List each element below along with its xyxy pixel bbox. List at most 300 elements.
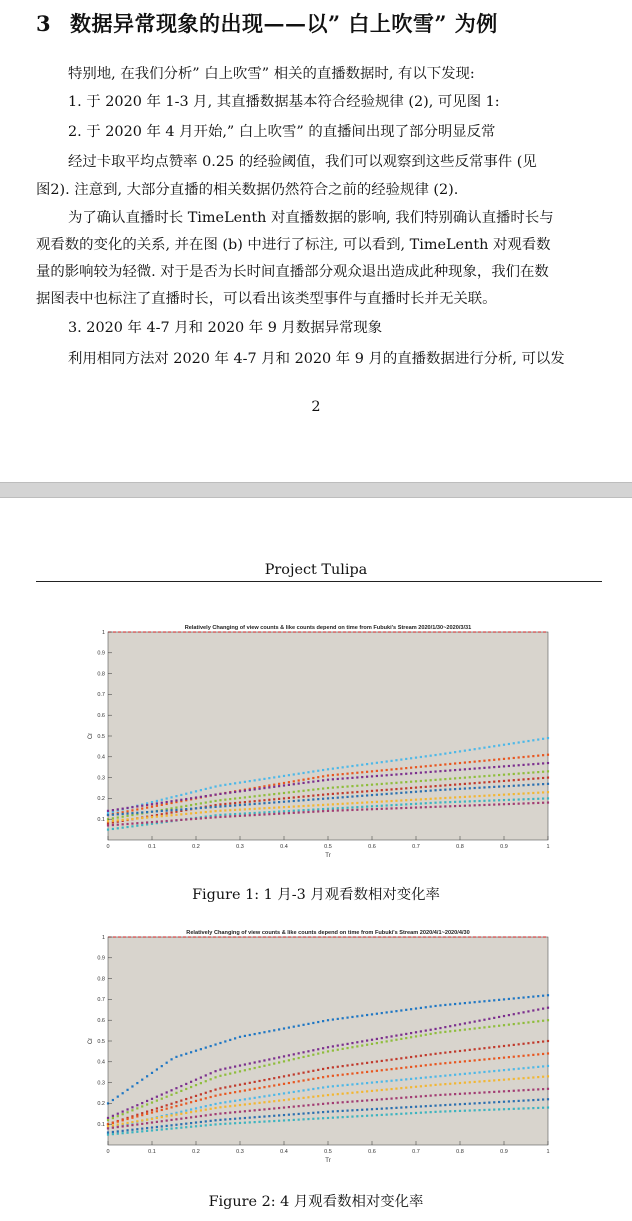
data-point [522, 772, 524, 774]
data-point [405, 1078, 407, 1080]
data-point [205, 817, 207, 819]
data-point [459, 1103, 461, 1105]
data-point [317, 780, 319, 782]
data-point [273, 1120, 275, 1122]
data-point [547, 770, 549, 772]
data-point [503, 785, 505, 787]
data-point [312, 781, 314, 783]
data-point [126, 1122, 128, 1124]
y-axis-label: Cr [88, 732, 94, 740]
data-point [400, 1034, 402, 1036]
data-point [146, 807, 148, 809]
data-point [381, 769, 383, 771]
section-title: 数据异常现象的出现——以” 白上吹雪” 为例 [70, 11, 498, 36]
data-point [131, 818, 133, 820]
data-point [547, 1106, 549, 1108]
data-point [312, 1022, 314, 1024]
data-point [293, 773, 295, 775]
data-point [214, 785, 216, 787]
data-point [249, 1034, 251, 1036]
data-point [332, 768, 334, 770]
data-point [107, 820, 109, 822]
data-point [444, 1110, 446, 1112]
data-point [180, 1104, 182, 1106]
data-point [146, 1111, 148, 1113]
data-point [180, 1127, 182, 1129]
data-point [122, 1132, 124, 1134]
data-point [307, 1071, 309, 1073]
data-point [478, 767, 480, 769]
data-point [307, 1055, 309, 1057]
data-point [381, 1081, 383, 1083]
data-point [254, 1121, 256, 1123]
data-point [474, 787, 476, 789]
data-point [474, 1027, 476, 1029]
data-point [302, 1105, 304, 1107]
data-point [464, 768, 466, 770]
data-point [513, 1056, 515, 1058]
data-point [420, 1105, 422, 1107]
data-point [522, 778, 524, 780]
data-point [518, 741, 520, 743]
data-point [454, 784, 456, 786]
data-point [224, 1086, 226, 1088]
data-point [351, 1092, 353, 1094]
data-point [371, 1099, 373, 1101]
data-point [488, 1058, 490, 1060]
data-point [151, 1101, 153, 1103]
data-point [278, 1107, 280, 1109]
data-point [361, 1071, 363, 1073]
data-point [542, 1040, 544, 1042]
data-point [522, 1043, 524, 1045]
data-point [136, 825, 138, 827]
data-point [302, 779, 304, 781]
data-point [112, 824, 114, 826]
data-point [371, 1082, 373, 1084]
data-point [513, 1023, 515, 1025]
data-point [234, 1065, 236, 1067]
data-point [146, 1100, 148, 1102]
data-point [493, 1091, 495, 1093]
data-point [112, 828, 114, 830]
data-point [190, 804, 192, 806]
data-point [459, 762, 461, 764]
data-point [151, 1072, 153, 1074]
data-point [346, 1092, 348, 1094]
data-point [283, 1106, 285, 1108]
data-point [547, 1075, 549, 1077]
data-point [307, 811, 309, 813]
data-point [405, 773, 407, 775]
data-point [434, 797, 436, 799]
running-head: Project Tulipa [264, 562, 368, 578]
data-point [229, 815, 231, 817]
data-point [346, 1047, 348, 1049]
data-point [449, 1051, 451, 1053]
data-point [156, 810, 158, 812]
data-point [298, 1105, 300, 1107]
data-point [288, 1092, 290, 1094]
data-point [239, 1099, 241, 1101]
data-point [478, 1109, 480, 1111]
data-point [386, 793, 388, 795]
data-point [195, 807, 197, 809]
data-point [459, 777, 461, 779]
data-point [229, 1122, 231, 1124]
data-point [464, 777, 466, 779]
data-point [249, 1089, 251, 1091]
data-point [234, 1071, 236, 1073]
data-point [493, 781, 495, 783]
data-point [420, 1077, 422, 1079]
data-point [122, 1119, 124, 1121]
data-point [444, 784, 446, 786]
data-point [405, 799, 407, 801]
data-point [268, 1064, 270, 1066]
data-point [195, 1121, 197, 1123]
data-point [219, 816, 221, 818]
data-point [224, 1040, 226, 1042]
data-point [278, 785, 280, 787]
data-point [381, 1041, 383, 1043]
data-point [444, 1104, 446, 1106]
data-point [342, 803, 344, 805]
data-point [195, 812, 197, 814]
data-point [219, 810, 221, 812]
data-point [400, 807, 402, 809]
data-point [464, 783, 466, 785]
data-point [293, 1026, 295, 1028]
data-point [229, 792, 231, 794]
data-point [205, 788, 207, 790]
data-point [518, 1068, 520, 1070]
data-point [532, 1066, 534, 1068]
data-point [493, 794, 495, 796]
data-point [185, 793, 187, 795]
data-point [439, 770, 441, 772]
data-point [400, 799, 402, 801]
data-point [229, 1100, 231, 1102]
data-point [117, 1130, 119, 1132]
data-point [420, 766, 422, 768]
data-point [210, 1078, 212, 1080]
data-point [513, 799, 515, 801]
data-point [146, 1127, 148, 1129]
data-point [478, 775, 480, 777]
data-point [547, 754, 549, 756]
data-point [131, 809, 133, 811]
data-point [156, 821, 158, 823]
data-point [156, 1126, 158, 1128]
data-point [122, 1092, 124, 1094]
data-point [117, 1115, 119, 1117]
data-point [210, 806, 212, 808]
data-point [390, 1035, 392, 1037]
data-point [219, 1069, 221, 1071]
data-point [107, 814, 109, 816]
data-point [395, 1113, 397, 1115]
paragraph-line: 观看数的变化的关系, 并在图 (b) 中进行了标注, 可以看到, TimeLenth 对观看数 [36, 237, 551, 253]
data-point [513, 1013, 515, 1015]
data-point [312, 1096, 314, 1098]
data-point [195, 1084, 197, 1086]
data-point [312, 1112, 314, 1114]
data-point [249, 1117, 251, 1119]
data-point [112, 1099, 114, 1101]
data-point [283, 806, 285, 808]
data-point [498, 794, 500, 796]
data-point [317, 1087, 319, 1089]
data-point [151, 1098, 153, 1100]
data-point [117, 816, 119, 818]
data-point [180, 806, 182, 808]
data-point [180, 808, 182, 810]
data-point [430, 779, 432, 781]
data-point [361, 771, 363, 773]
data-point [498, 799, 500, 801]
data-point [356, 776, 358, 778]
data-point [166, 1115, 168, 1117]
data-point [117, 1133, 119, 1135]
data-point [356, 1041, 358, 1043]
data-point [288, 806, 290, 808]
data-point [420, 802, 422, 804]
data-point [366, 771, 368, 773]
data-point [376, 801, 378, 803]
data-point [518, 1055, 520, 1057]
data-point [547, 783, 549, 785]
data-point [136, 1128, 138, 1130]
data-point [146, 1075, 148, 1077]
data-point [302, 1097, 304, 1099]
data-point [332, 793, 334, 795]
data-point [420, 1055, 422, 1057]
data-point [161, 1116, 163, 1118]
data-point [488, 766, 490, 768]
data-point [381, 1098, 383, 1100]
data-point [126, 818, 128, 820]
data-point [136, 1115, 138, 1117]
data-point [464, 800, 466, 802]
data-point [258, 807, 260, 809]
data-point [351, 1100, 353, 1102]
paragraph-line: 3. 2020 年 4-7 月和 2020 年 9 月数据异常现象 [68, 320, 383, 336]
data-point [351, 772, 353, 774]
data-point [293, 800, 295, 802]
data-point [464, 1049, 466, 1051]
data-point [430, 1006, 432, 1008]
data-point [258, 800, 260, 802]
data-point [478, 747, 480, 749]
data-point [498, 1069, 500, 1071]
data-point [136, 812, 138, 814]
data-point [263, 1095, 265, 1097]
data-point [141, 805, 143, 807]
data-point [439, 801, 441, 803]
data-point [131, 822, 133, 824]
data-point [390, 1107, 392, 1109]
header-rule [36, 581, 602, 582]
data-point [371, 1090, 373, 1092]
data-point [195, 796, 197, 798]
data-point [410, 1086, 412, 1088]
data-point [258, 779, 260, 781]
data-point [508, 1069, 510, 1071]
data-point [327, 1019, 329, 1021]
data-point [425, 1095, 427, 1097]
data-point [244, 814, 246, 816]
data-point [508, 765, 510, 767]
data-point [170, 796, 172, 798]
data-point [410, 781, 412, 783]
data-point [376, 1089, 378, 1091]
data-point [532, 1042, 534, 1044]
data-point [464, 805, 466, 807]
data-point [483, 767, 485, 769]
data-point [371, 808, 373, 810]
data-point [513, 765, 515, 767]
data-point [518, 1089, 520, 1091]
data-point [161, 1109, 163, 1111]
data-point [346, 785, 348, 787]
data-point [542, 754, 544, 756]
data-point [527, 1089, 529, 1091]
data-point [298, 790, 300, 792]
data-point [361, 1082, 363, 1084]
data-point [376, 1108, 378, 1110]
data-point [434, 1084, 436, 1086]
data-point [131, 1085, 133, 1087]
data-point [390, 1011, 392, 1013]
data-point [469, 1049, 471, 1051]
data-point [293, 1081, 295, 1083]
data-point [342, 1065, 344, 1067]
data-point [180, 1113, 182, 1115]
data-point [337, 797, 339, 799]
data-point [439, 785, 441, 787]
data-point [298, 779, 300, 781]
data-point [156, 1121, 158, 1123]
data-point [234, 1105, 236, 1107]
data-point [400, 773, 402, 775]
data-point [283, 797, 285, 799]
data-point [395, 759, 397, 761]
data-point [112, 1131, 114, 1133]
data-point [527, 798, 529, 800]
data-point [175, 1124, 177, 1126]
data-point [327, 779, 329, 781]
data-point [430, 771, 432, 773]
data-point [332, 803, 334, 805]
data-point [346, 777, 348, 779]
data-point [327, 1075, 329, 1077]
data-point [224, 1106, 226, 1108]
data-point [542, 783, 544, 785]
data-point [283, 1092, 285, 1094]
data-point [542, 1008, 544, 1010]
data-point [464, 1002, 466, 1004]
data-point [307, 1096, 309, 1098]
data-point [254, 1088, 256, 1090]
data-point [205, 1124, 207, 1126]
data-point [244, 1089, 246, 1091]
x-tick-label: 0.6 [368, 1149, 376, 1155]
data-point [307, 1079, 309, 1081]
data-point [449, 1030, 451, 1032]
data-point [351, 777, 353, 779]
data-point [312, 1078, 314, 1080]
data-point [381, 805, 383, 807]
data-point [258, 1060, 260, 1062]
data-point [283, 1099, 285, 1101]
data-point [537, 1008, 539, 1010]
data-point [483, 781, 485, 783]
data-point [444, 1004, 446, 1006]
data-point [449, 1062, 451, 1064]
data-point [219, 1106, 221, 1108]
data-point [410, 1066, 412, 1068]
data-point [317, 1077, 319, 1079]
data-point [322, 808, 324, 810]
data-point [532, 996, 534, 998]
data-point [307, 781, 309, 783]
data-point [454, 1103, 456, 1105]
data-point [263, 1101, 265, 1103]
data-point [317, 808, 319, 810]
data-point [288, 1059, 290, 1061]
data-point [146, 821, 148, 823]
data-point [415, 772, 417, 774]
data-point [522, 1077, 524, 1079]
data-point [112, 1133, 114, 1135]
data-point [234, 782, 236, 784]
data-point [542, 1053, 544, 1055]
data-point [254, 803, 256, 805]
data-point [469, 1002, 471, 1004]
data-point [219, 784, 221, 786]
data-point [410, 757, 412, 759]
data-point [361, 776, 363, 778]
data-point [195, 803, 197, 805]
data-point [214, 1103, 216, 1105]
data-point [195, 1125, 197, 1127]
data-point [161, 1106, 163, 1108]
data-point [488, 1026, 490, 1028]
data-point [322, 775, 324, 777]
data-point [386, 760, 388, 762]
data-point [469, 768, 471, 770]
y-tick-label: 0.9 [97, 650, 105, 657]
data-point [161, 810, 163, 812]
data-point [298, 796, 300, 798]
data-point [459, 783, 461, 785]
data-point [376, 808, 378, 810]
data-point [141, 807, 143, 809]
data-point [258, 788, 260, 790]
data-point [439, 1083, 441, 1085]
data-point [425, 1030, 427, 1032]
data-point [527, 755, 529, 757]
data-point [425, 1105, 427, 1107]
data-point [126, 812, 128, 814]
data-point [390, 788, 392, 790]
data-point [244, 804, 246, 806]
data-point [180, 1118, 182, 1120]
data-point [503, 1069, 505, 1071]
data-point [151, 806, 153, 808]
data-point [488, 1109, 490, 1111]
